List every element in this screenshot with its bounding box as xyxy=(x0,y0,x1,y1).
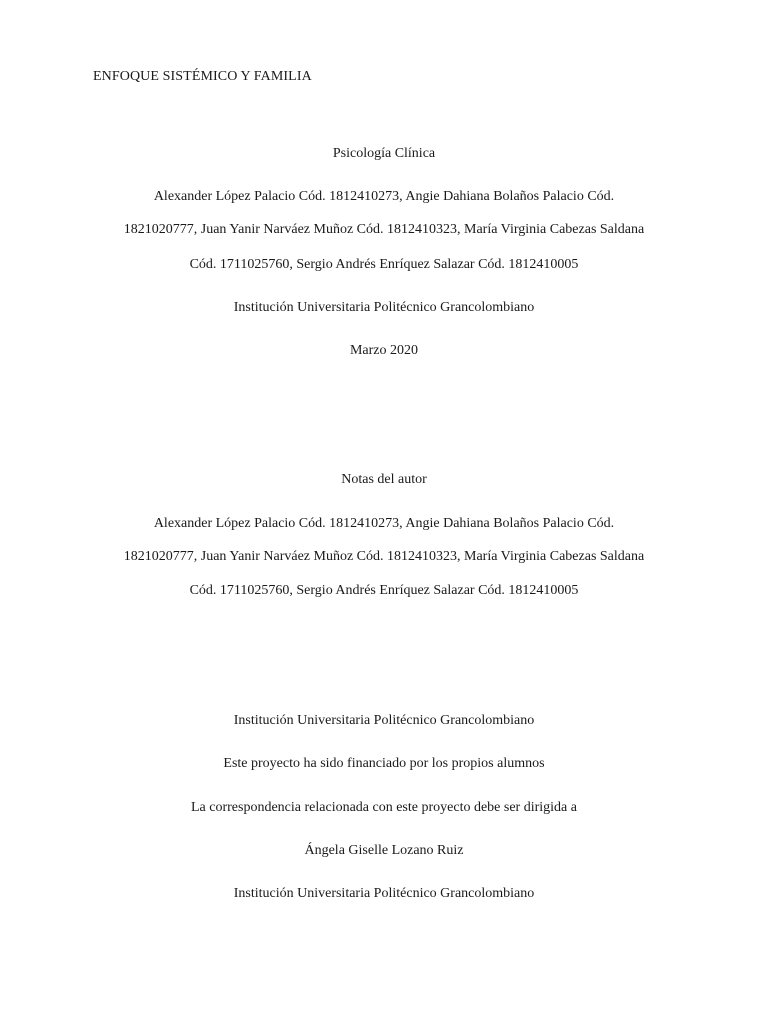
note-authors-line-3: Cód. 1711025760, Sergio Andrés Enríquez Salazar Cód. 1812410005 xyxy=(189,583,579,598)
note-institution: Institución Universitaria Politécnico Grancolombiano xyxy=(233,713,535,728)
note-authors-line-1: Alexander López Palacio Cód. 1812410273, Angie Dahiana Bolaños Palacio Cód. xyxy=(153,516,615,531)
funding-statement: Este proyecto ha sido financiado por los propios alumnos xyxy=(223,756,545,771)
title-authors-line-2: 1821020777, Juan Yanir Narváez Muñoz Cód. 1812410323, María Virginia Cabezas Saldana xyxy=(123,222,645,237)
title-authors-line-3: Cód. 1711025760, Sergio Andrés Enríquez Salazar Cód. 1812410005 xyxy=(189,257,579,272)
running-head: ENFOQUE SISTÉMICO Y FAMILIA xyxy=(93,69,312,84)
course-name: Psicología Clínica xyxy=(332,146,436,161)
title-date: Marzo 2020 xyxy=(349,343,419,358)
contact-institution: Institución Universitaria Politécnico Grancolombiano xyxy=(233,886,535,901)
title-authors-line-1: Alexander López Palacio Cód. 1812410273, Angie Dahiana Bolaños Palacio Cód. xyxy=(153,189,615,204)
correspondence-statement: La correspondencia relacionada con este proyecto debe ser dirigida a xyxy=(191,800,577,815)
author-note-heading: Notas del autor xyxy=(341,472,427,487)
contact-name: Ángela Giselle Lozano Ruiz xyxy=(304,843,464,858)
note-authors-line-2: 1821020777, Juan Yanir Narváez Muñoz Cód. 1812410323, María Virginia Cabezas Saldana xyxy=(123,549,645,564)
title-institution: Institución Universitaria Politécnico Grancolombiano xyxy=(233,300,535,315)
